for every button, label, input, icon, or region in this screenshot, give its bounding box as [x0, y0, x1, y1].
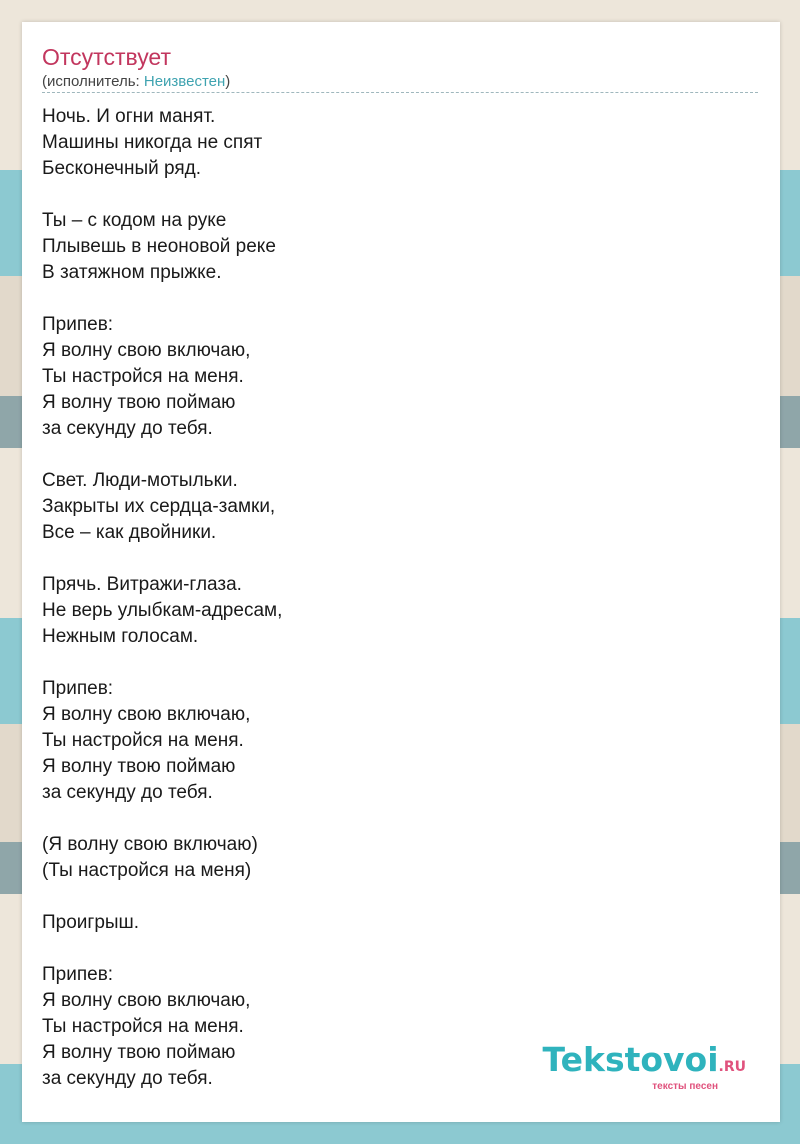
lyric-line	[42, 936, 742, 962]
lyric-line	[42, 286, 742, 312]
lyric-line: Закрыты их сердца-замки,	[42, 496, 276, 517]
lyric-line: Припев:	[42, 964, 114, 985]
artist-line	[42, 73, 230, 91]
lyric-line: Все – как двойники.	[42, 522, 217, 543]
lyric-line: В затяжном прыжке.	[42, 262, 222, 283]
lyric-line: Я волну твою поймаю	[42, 1042, 236, 1063]
artist-link[interactable]: Неизвестен	[143, 73, 226, 90]
lyric-line: Проигрыш.	[42, 912, 140, 933]
logo-tld: .RU	[718, 1059, 746, 1075]
lyric-line	[42, 650, 742, 676]
lyric-line	[42, 442, 742, 468]
lyric-line: за секунду до тебя.	[42, 1068, 213, 1089]
lyric-line: Прячь. Витражи-глаза.	[42, 574, 242, 595]
logo-tagline: тексты песен	[652, 1081, 718, 1092]
site-logo[interactable]	[542, 1040, 746, 1092]
lyric-line: Припев:	[42, 314, 114, 335]
lyric-line: Бесконечный ряд.	[42, 158, 202, 179]
lyric-line: Ты – с кодом на руке	[42, 210, 227, 231]
lyric-line	[42, 806, 742, 832]
artist-suffix: )	[225, 73, 231, 90]
lyric-line: Нежным голосам.	[42, 626, 199, 647]
lyric-line: Ты настройся на меня.	[42, 366, 244, 387]
lyric-line: Ты настройся на меня.	[42, 1016, 244, 1037]
lyric-line: Я волну твою поймаю	[42, 756, 236, 777]
lyric-line: Не верь улыбкам-адресам,	[42, 600, 283, 621]
lyric-line: Припев:	[42, 678, 114, 699]
lyric-line: (Я волну свою включаю)	[42, 834, 258, 855]
lyric-line: Я волну свою включаю,	[42, 990, 251, 1011]
lyric-line	[42, 884, 742, 910]
lyric-line: Я волну твою поймаю	[42, 392, 236, 413]
lyric-line: Свет. Люди-мотыльки.	[42, 470, 238, 491]
lyric-line: Ночь. И огни манят.	[42, 106, 216, 127]
lyric-line: (Ты настройся на меня)	[42, 860, 252, 881]
lyric-line: Я волну свою включаю,	[42, 340, 251, 361]
lyrics-text	[42, 104, 742, 1092]
header-divider	[42, 92, 758, 93]
lyric-line: Плывешь в неоновой реке	[42, 236, 276, 257]
song-title: Отсутствует	[42, 44, 171, 70]
logo-name: Tekstovoi	[542, 1040, 719, 1079]
lyrics-card	[22, 22, 780, 1122]
lyric-line: за секунду до тебя.	[42, 418, 213, 439]
lyric-line: за секунду до тебя.	[42, 782, 213, 803]
lyric-line	[42, 182, 742, 208]
artist-prefix: (исполнитель:	[42, 73, 144, 90]
lyric-line: Машины никогда не спят	[42, 132, 263, 153]
lyric-line: Ты настройся на меня.	[42, 730, 244, 751]
lyric-line	[42, 546, 742, 572]
lyric-line: Я волну свою включаю,	[42, 704, 251, 725]
